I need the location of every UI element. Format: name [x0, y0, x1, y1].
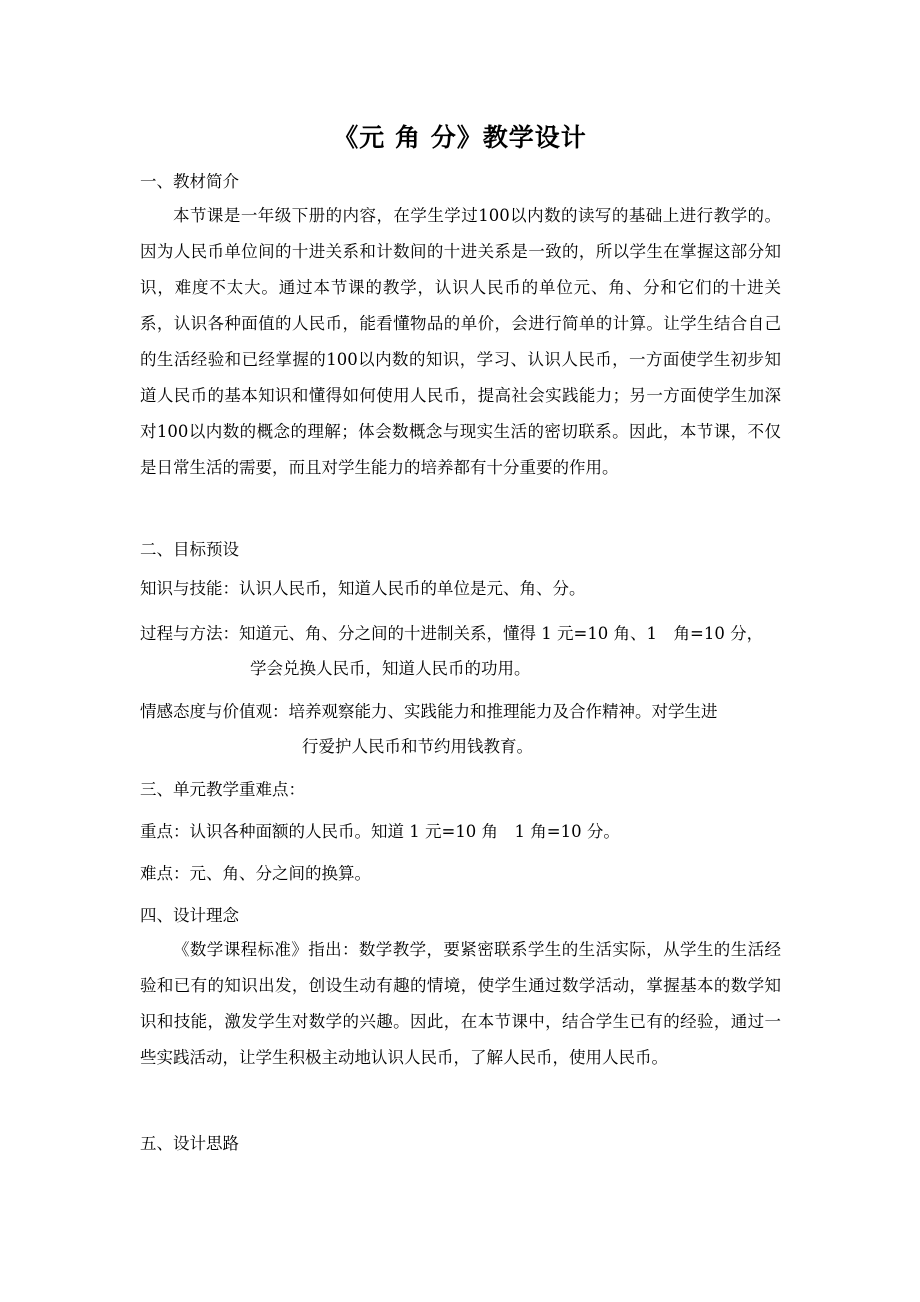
- goal-emotion-line-1: 情感态度与价值观：培养观察能力、实践能力和推理能力及合作精神。对学生进: [140, 702, 718, 721]
- goal-knowledge: 知识与技能：认识人民币，知道人民币的单位是元、角、分。: [140, 579, 586, 598]
- section-4-paragraph: 《数学课程标准》指出：数学教学，要紧密联系学生的生活实际，从学生的生活经验和已有的知识出发，创设生动有趣的情境，使学生通过数学活动，掌握基本的数学知识和技能，激发学生对数学的兴趣。因此，在本节课中，结合学生已有的经验，通过一些实践活动，让学生积极主动地认识人民币，了解人民币，使用人民币。: [140, 940, 781, 1067]
- section-heading-2: 二、目标预设: [140, 540, 239, 559]
- page-title: 《元 角 分》教学设计: [333, 123, 587, 152]
- goal-process-line-1: 过程与方法：知道元、角、分之间的十进制关系，懂得 1 元=10 角、1 角=10 分，: [140, 624, 764, 643]
- section-1-paragraph: 本节课是一年级下册的内容，在学生学过100以内数的读写的基础上进行教学的。因为人民币单位间的十进关系和计数间的十进关系是一致的，所以学生在掌握这部分知识，难度不太大。通过本节课的教学，认识人民币的单位元、角、分和它们的十进关系，认识各种面值的人民币，能看懂物品的单价，会进行简单的计算。让学生结合自己的生活经验和已经掌握的100以内数的知识，学习、认识人民币，一方面使学生初步知道人民币的基本知识和懂得如何使用人民币，提高社会实践能力；另一方面使学生加深对100以内数的概念的理解；体会数概念与现实生活的密切联系。因此，本节课，不仅是日常生活的需要，而且对学生能力的培养都有十分重要的作用。: [140, 206, 781, 477]
- section-heading-5: 五、设计思路: [140, 1134, 239, 1153]
- section-heading-4: 四、设计理念: [140, 906, 239, 925]
- goal-emotion-line-2: 行爱护人民币和节约用钱教育。: [302, 737, 533, 756]
- difficult-point: 难点：元、角、分之间的换算。: [140, 864, 371, 883]
- key-point: 重点：认识各种面额的人民币。知道 1 元=10 角 1 角=10 分。: [140, 822, 620, 841]
- section-heading-1: 一、教材简介: [140, 172, 239, 191]
- section-heading-3: 三、单元教学重难点：: [140, 780, 305, 799]
- goal-process-line-2: 学会兑换人民币，知道人民币的功用。: [250, 659, 531, 678]
